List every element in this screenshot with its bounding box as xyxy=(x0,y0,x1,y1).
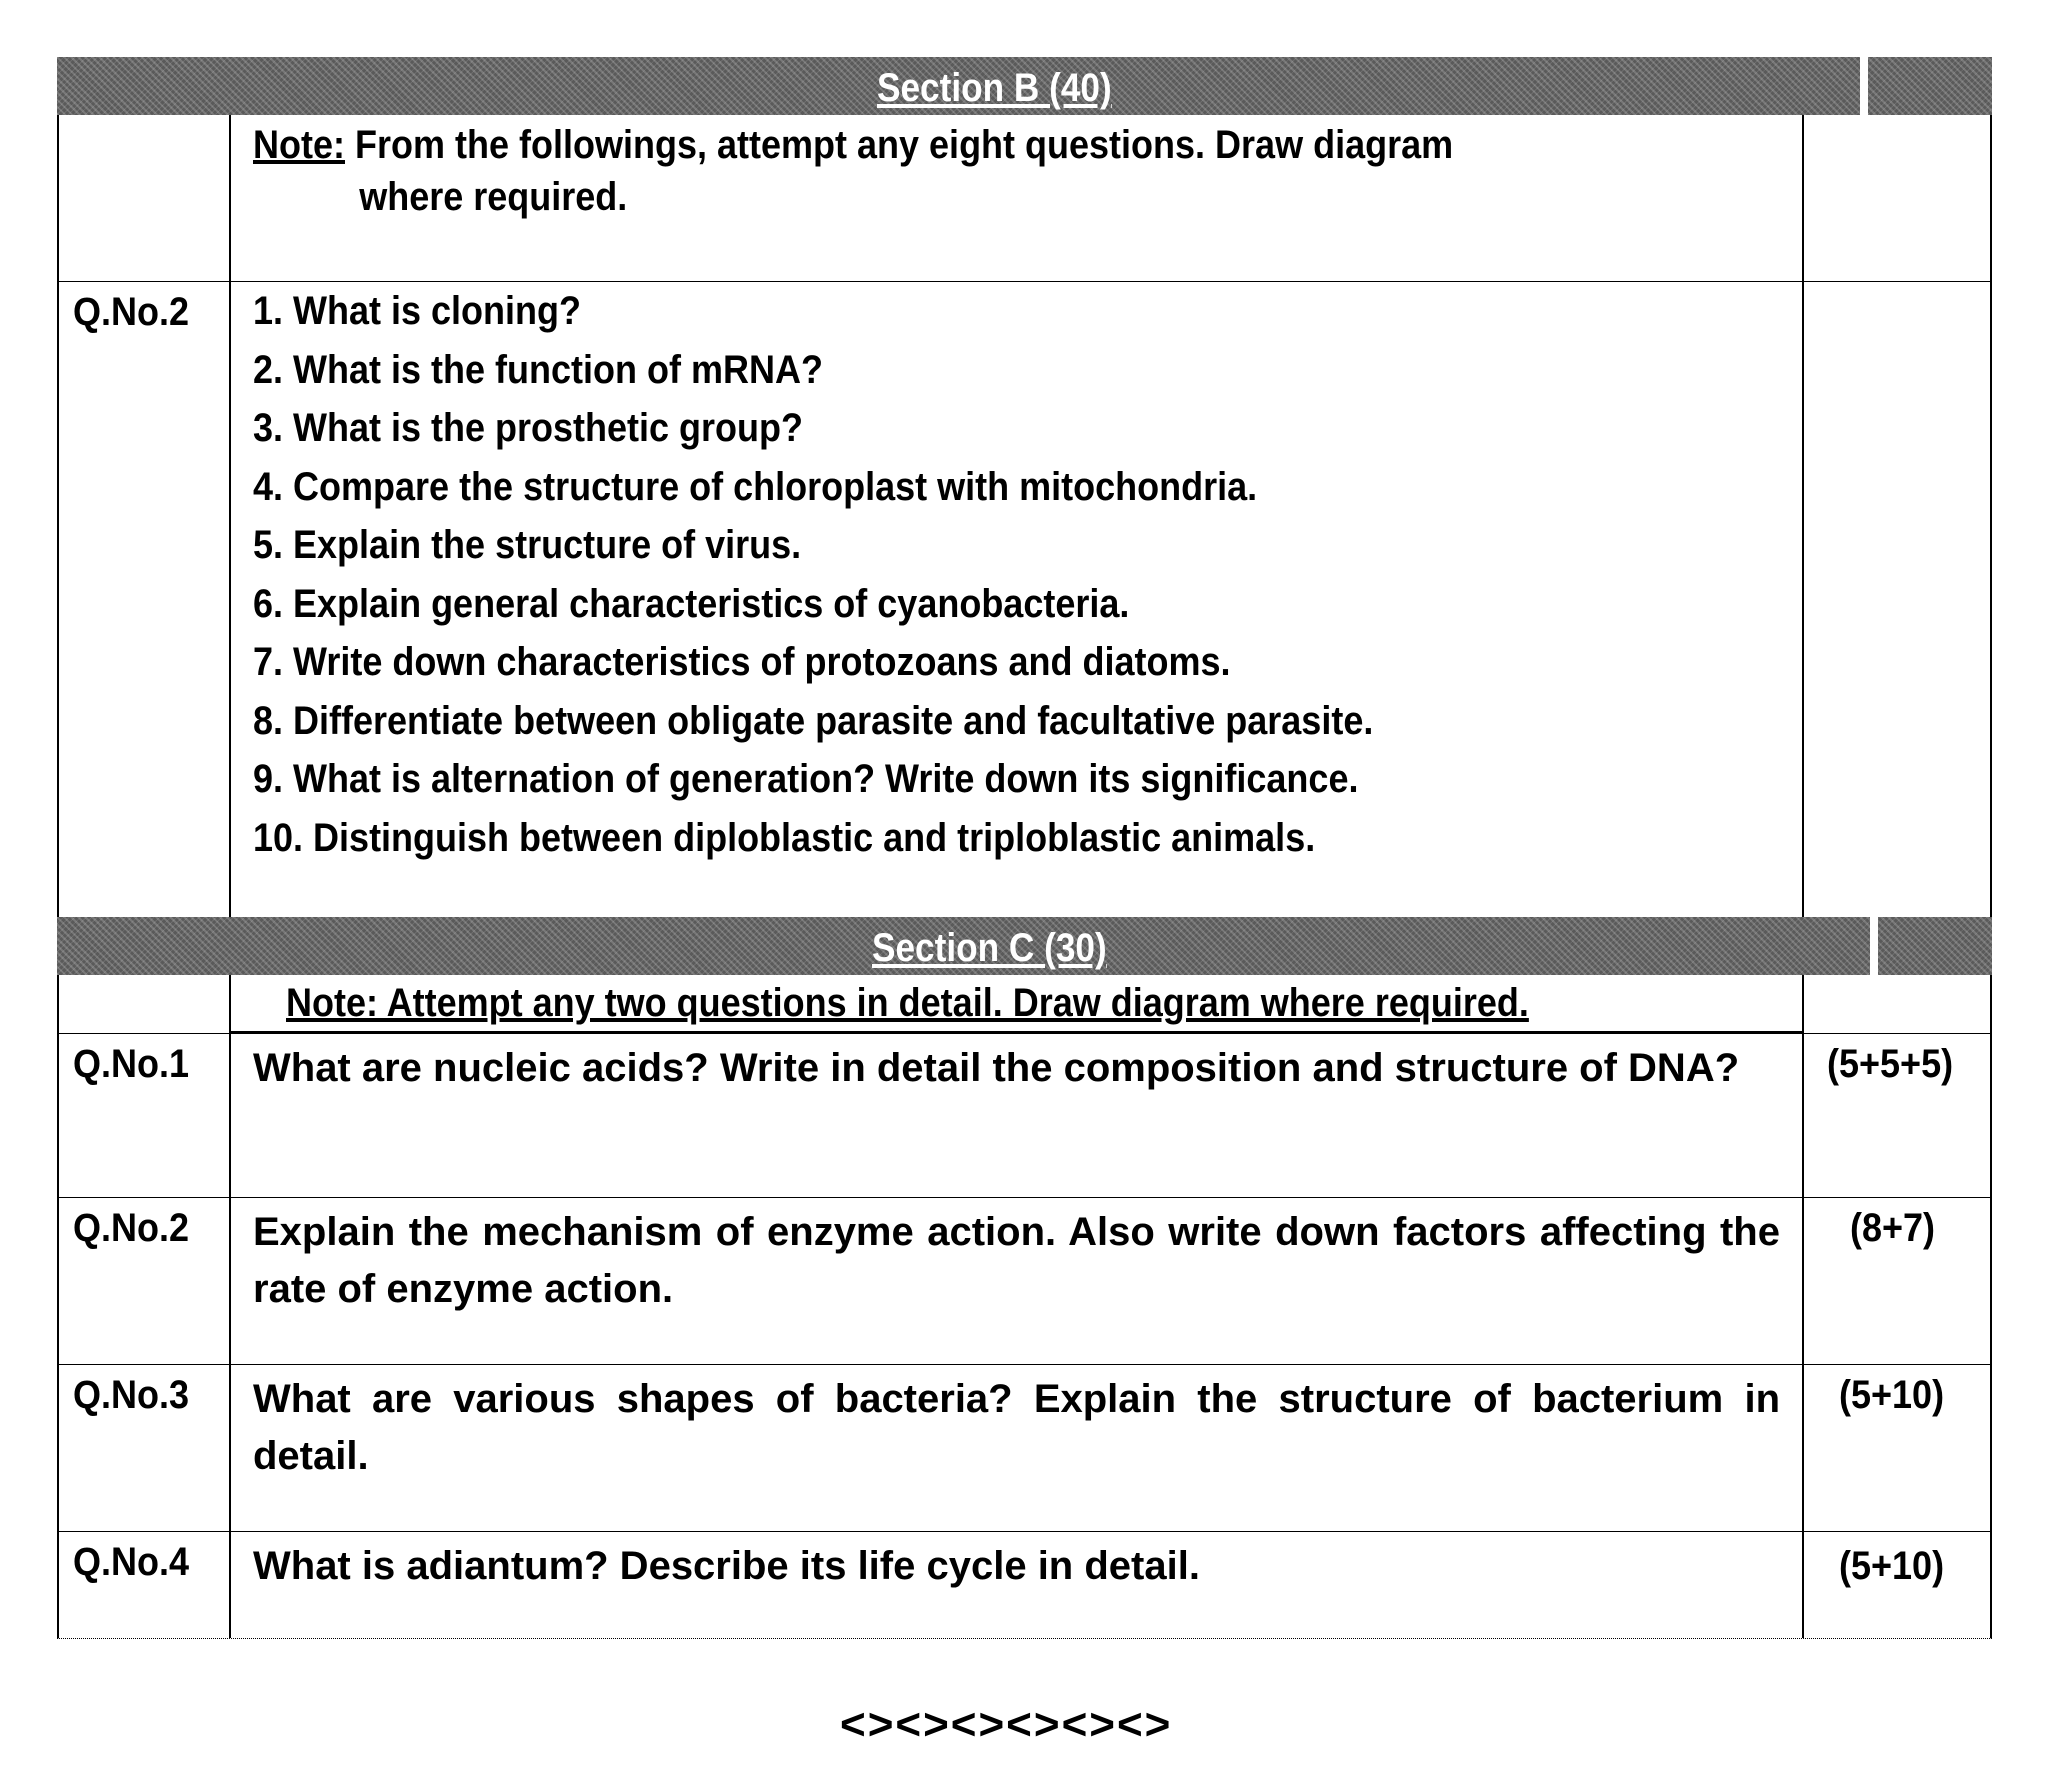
list-item: 4. Compare the structure of chloroplast with mitochondria. xyxy=(253,464,1258,509)
question-row xyxy=(57,1197,1992,1364)
section-c-title: Section C (30) xyxy=(872,926,1107,970)
question-number: Q.No.4 xyxy=(59,1532,231,1638)
question-row xyxy=(57,1531,1992,1639)
list-item: 3. What is the prosthetic group? xyxy=(253,406,804,450)
list-item: 9. What is alternation of generation? Write down its significance. xyxy=(253,757,1359,801)
question-number: Q.No.3 xyxy=(59,1365,231,1531)
question-text: What is adiantum? Describe its life cycle in detail. xyxy=(231,1532,1804,1638)
question-number: Q.No.1 xyxy=(59,1034,231,1197)
question-row xyxy=(57,1364,1992,1531)
section-b-header xyxy=(57,57,1992,115)
note-label: Note: xyxy=(253,123,345,167)
question-marks: (8+7) xyxy=(1849,1206,1935,1250)
list-item: 8. Differentiate between obligate parasite and facultative parasite. xyxy=(253,698,1374,743)
section-b-note xyxy=(231,115,1804,281)
question-text: What are nucleic acids? Write in detail the composition and structure of DNA? xyxy=(231,1034,1804,1197)
question-text: Explain the mechanism of enzyme action. Also write down factors affecting the rate of enzyme action. xyxy=(231,1198,1804,1364)
list-item: 7. Write down characteristics of protozoans and diatoms. xyxy=(253,640,1231,684)
qno-cell-empty xyxy=(59,115,231,281)
section-b-questions-row xyxy=(57,281,1992,917)
band-gap xyxy=(1870,917,1878,975)
question-list xyxy=(231,282,1804,917)
exam-sheet xyxy=(57,57,1992,1639)
list-item: 6. Explain general characteristics of cyanobacteria. xyxy=(253,581,1130,626)
question-marks: (5+10) xyxy=(1838,1544,1944,1588)
marks-cell-empty xyxy=(1804,115,1990,281)
question-number: Q.No.2 xyxy=(59,1198,231,1364)
list-item: 10. Distinguish between diploblastic and triploblastic animals. xyxy=(253,815,1316,860)
note-text-line2: where required. xyxy=(359,175,628,219)
question-marks: (5+5+5) xyxy=(1826,1042,1954,1086)
question-marks: (5+10) xyxy=(1838,1373,1944,1417)
qno-cell-empty xyxy=(59,975,231,1033)
marks-cell-empty xyxy=(1804,282,1990,917)
list-item: 2. What is the function of mRNA? xyxy=(253,347,823,392)
question-text: What are various shapes of bacteria? Explain the structure of bacterium in detail. xyxy=(231,1365,1804,1531)
list-item: 1. What is cloning? xyxy=(253,289,582,333)
section-c-note-row xyxy=(57,975,1992,1033)
marks-cell-empty xyxy=(1804,975,1990,1033)
list-item: 5. Explain the structure of virus. xyxy=(253,523,802,567)
end-ornament: <><><><><><> xyxy=(840,1700,1173,1749)
question-number: Q.No.2 xyxy=(59,282,231,917)
question-row xyxy=(57,1033,1992,1197)
section-b-note-row xyxy=(57,115,1992,281)
section-b-title: Section B (40) xyxy=(877,66,1112,110)
band-gap xyxy=(1860,57,1868,115)
section-c-note: Note: Attempt any two questions in detail. Draw diagram where required. xyxy=(231,975,1804,1033)
note-text-line1: From the followings, attempt any eight questions. Draw diagram xyxy=(355,123,1454,167)
section-c-header xyxy=(57,917,1992,975)
